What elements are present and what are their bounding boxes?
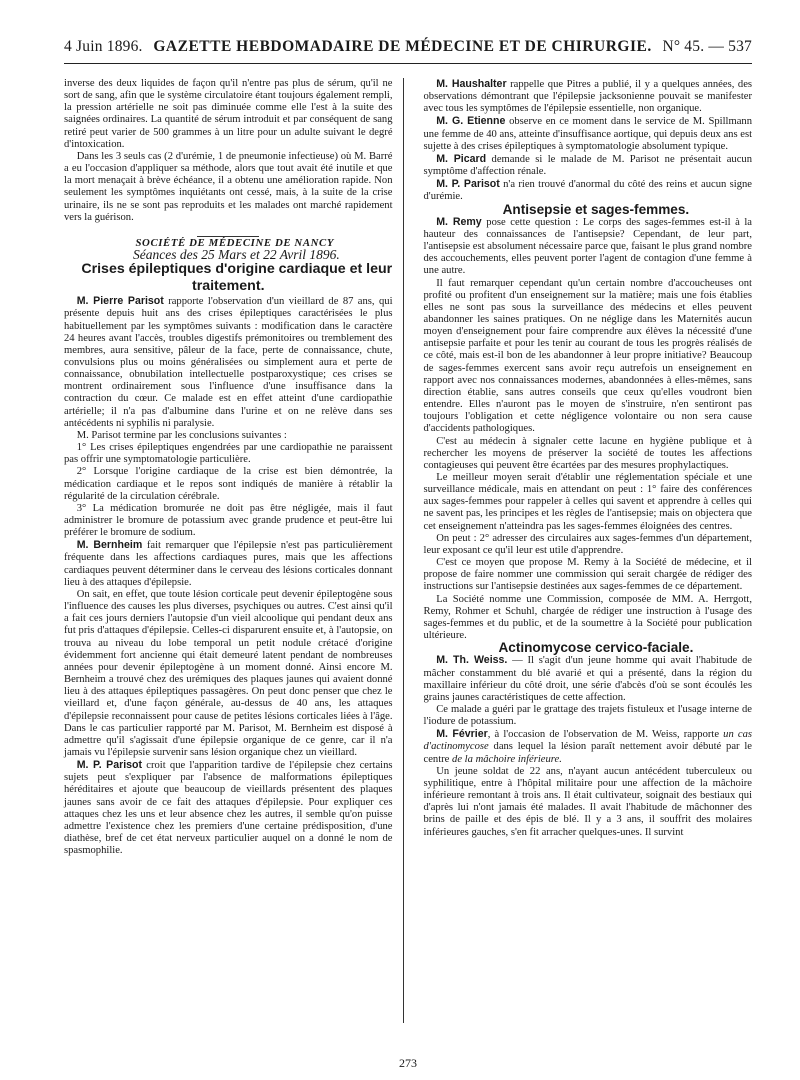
column-separator (403, 78, 404, 1023)
paragraph: On peut : 2° adresser des circulaires aux sages-femmes d'un département, leur exposant ce qu'il leur est utile d'apprendre. (423, 532, 753, 556)
paragraph: Ce malade a guéri par le grattage des trajets fistuleux et l'usage interne de l'iodure de potassium. (423, 703, 753, 728)
paragraph-text: rapporte l'observation d'un vieillard de 87 ans, qui présente depuis huit ans des crises épileptiques caractérisées le plus habituellement par les symptômes suivants : modification dans le caractère 24 heures avant l'accès, troubles digestifs prémonitoires ou tremblement des membres, aura sensitive, pâleur de la face, perte de connaissance, chute, convulsions plus ou moins généralisées ou simplement aura et perte de connaissance, obnubilation intellectuelle postparoxystique; ces crises se montrent ordinairement sous l'influence d'une insuffisance dans la contraction du cœur. Ce malade est en effet atteint d'une cardiopathie artérielle; il n'a pas d'albumine dans l'urine et on ne relève dans ses antécédents ni syphilis ni paralysie. (64, 296, 393, 429)
paragraph (424, 728, 753, 765)
session-dates: Séances des 25 Mars et 22 Avril 1896. (132, 247, 340, 263)
page-number: 273 (399, 1056, 417, 1070)
paragraph-text: pose cette question : Le corps des sages-femmes est-il à la hauteur des connaissances de l'antisepsie? Cependant, de leur part, l'antisepsie est absolument nécessaire parce que, faisant le plus grand nombre des accouchements, elles peuvent porter l'agent de contagion d'une femme à une autre. (423, 216, 753, 277)
paragraph: Dans les 3 seuls cas (2 d'urémie, 1 de pneumonie infectieuse) où M. Barré a eu l'occasion d'appliquer sa méthode, alors que tout avait été inutile et que la mort menaçait à brève échéance, il a obtenu une amélioration rapide. Non seulement les symptômes inquiétants ont cessé, mais, à la suite de la crise urinaire, ils ne se sont pas reproduits et les malades ont marché rapidement vers la guérison. (64, 150, 393, 223)
paragraph: Un jeune soldat de 22 ans, n'ayant aucun antécédent tuberculeux ou syphilitique, entre à l'hôpital militaire pour une affection de la mâchoire inférieure remontant à trois ans. Il était cultivateur, soignait des bestiaux qui d'après lui n'ont jamais été malades. Il avait l'habitude de mâchonner des brins de paille et des épis de blé. Il y a 3 ans, il souffrit des molaires inférieures gauches, s'en fit arracher quelques-unes. Il survint (423, 765, 753, 838)
paragraph: inverse des deux liquides de façon qu'il n'entre pas plus de sérum, qu'il ne sort de sang, afin que le système circulatoire étant toujours également rempli, la pression artérielle ne soit pas diminuée comme elle l'est à la suite des saignées ordinaires. La quantité de sérum introduit et par conséquent de sang retiré peut varier de 500 grammes à un litre pour un adulte suivant le degré d'intoxication. (64, 78, 393, 150)
speaker-name: M. Remy (436, 215, 482, 228)
journal-page (64, 38, 753, 1070)
conclusion-item: 1° Les crises épileptiques engendrées par une cardiopathie ne paraissent pas offrir une symptomatologie particulière. (64, 442, 393, 466)
paragraph: C'est au médecin à signaler cette lacune en hygiène publique et à rechercher les moyens de préserver la société de toutes les affections contagieuses qui peuvent être écartées par des mesures prophylactiques. (423, 435, 753, 471)
conclusion-item: 3° La médication bromurée ne doit pas être négligée, mais il faut administrer le bromure de potassium avec grande prudence et peut-être lui préférer le bromure de sodium. (64, 502, 393, 539)
header-rule (64, 63, 752, 64)
running-header (64, 38, 752, 60)
paragraph-text: croit que l'apparition tardive de l'épilepsie chez certains sujets peut s'expliquer par l'absence de malformations épileptiques héréditaires et ajoute que beaucoup de vieillards présentent des plaques jaunes sans avoir de ce fait des attaques d'épilepsie. Pour expliquer ces attaques chez les uns et leur absence chez les autres, il semble qu'on puisse admettre l'existence chez les premiers d'une certaine prédisposition, d'une diathèse, bref de cet état nerveux particulier auquel on a donné le nom de spasmophilie. (64, 760, 393, 857)
speaker-name: M. G. Etienne (436, 115, 506, 128)
paragraph: M. Parisot termine par les conclusions suivantes : (76, 429, 287, 441)
speaker-name: M. P. Parisot (76, 759, 143, 772)
paragraph (424, 654, 753, 704)
speaker-name: M. Pierre Parisot (76, 295, 164, 308)
article-title: Actinomycose cervico-faciale. (498, 640, 694, 656)
speaker-name: M. P. Parisot (436, 178, 500, 191)
paragraph (424, 115, 753, 152)
speaker-name: M. Février (436, 728, 488, 741)
paragraph (424, 216, 753, 278)
paragraph: Le meilleur moyen serait d'établir une réglementation spéciale et une surveillance médicale, mais en attendant on peut : 1° faire des conférences aux sages-femmes pour rappeler à celles qui savent et apprendre à celles qui ne savent pas, les principes et les règles de l'antisepsie; mais on objectera que cet enseignement n'atteindra pas les sages-femmes éloignées des centres. (423, 472, 753, 532)
paragraph-text: , à l'occasion de l'observation de M. Weiss, rapporte (487, 729, 724, 741)
right-column (424, 78, 753, 1023)
paragraph-text: observe en ce moment dans le service de M. Spillmann une femme de 40 ans, atteinte d'insuffisance aortique, qui depuis deux ans est sujette à des crises épileptiques à symptomatologie absolument typique. (423, 116, 753, 152)
conclusion-item: 2° Lorsque l'origine cardiaque de la crise est bien démontrée, la médication cardiaque et le repos sont indiqués de manière à rétablir la régularité de la circulation cérébrale. (64, 466, 393, 502)
left-column (64, 78, 393, 1023)
paragraph (64, 539, 393, 589)
article-title: Crises épileptiques d'origine cardiaque et leur traitement. (81, 261, 393, 295)
paragraph-text: fait remarquer que l'épilepsie n'est pas particulièrement fréquente dans les affections cardiaques pures, mais que les affections cardiaques peuvent déterminer dans le cerveau des lésions corticales donnant lieu à des attaques d'épilepsie. (64, 540, 393, 588)
paragraph-text: rappelle que Pitres a publié, il y a quelques années, des observations démontrant que l'épilepsie jacksonienne pouvait se manifester avec tous les symptômes de l'épilepsie essentielle, non organique. (423, 79, 753, 115)
header-date: 4 Juin 1896. (64, 38, 143, 55)
header-journal-title: GAZETTE HEBDOMADAIRE DE MÉDECINE ET DE CHIRURGIE. (153, 38, 652, 55)
paragraph (424, 178, 753, 203)
italic-text: de la mâchoire inférieure. (452, 753, 562, 765)
two-column-body (64, 78, 752, 1023)
italic-text: un cas d'actinomycose (423, 729, 753, 753)
paragraph: La Société nomme une Commission, composée de MM. A. Herrgott, Remy, Rohmer et Schuhl, chargée de rédiger une instruction à l'usage des sages-femmes et du public, et de la soumettre à la Société pour publication ultérieure. (423, 593, 753, 642)
paragraph-text: dans lequel la lésion paraît nettement avoir débuté par le centre (423, 741, 753, 765)
paragraph (64, 295, 393, 430)
society-heading: SOCIÉTÉ DE MÉDECINE DE NANCY (135, 236, 335, 249)
speaker-name: M. Th. Weiss. (436, 654, 508, 667)
paragraph-text: — Il s'agit d'un jeune homme qui avait l'habitude de mâcher constamment du blé avarié et qui a présenté, dans la région du maxillaire inférieur du côté droit, une série d'abcès d'où se sont écoulés les grains jaunes caractéristiques de cette affection. (423, 655, 753, 703)
speaker-name: M. Haushalter (436, 78, 507, 90)
paragraph (64, 759, 393, 857)
paragraph (424, 153, 753, 178)
speaker-name: M. Picard (436, 152, 487, 165)
header-issue-number: N° 45. — 537 (662, 38, 752, 55)
paragraph-text: demande si le malade de M. Parisot ne présentait aucun symptôme d'affection rénale. (423, 153, 752, 178)
paragraph-text: n'a rien trouvé d'anormal du côté des reins et aucun signe d'urémie. (423, 179, 753, 203)
article-title: Antisepsie et sages-femmes. (502, 201, 690, 217)
paragraph (424, 78, 753, 115)
speaker-name: M. Bernheim (76, 539, 143, 552)
paragraph: C'est ce moyen que propose M. Remy à la Société de médecine, et il propose de faire nommer une commission qui serait chargée de rédiger des instructions sur l'antisepsie destinées aux sages-femmes de ce département. (423, 557, 753, 593)
paragraph: On sait, en effet, que toute lésion corticale peut devenir épileptogène sous l'influence des causes les plus diverses, psychiques ou autres. C'est ainsi qu'il a fait ces jours derniers l'autopsie d'un vieil alcoolique qui pendant deux ans fut pris d'attaques d'épilepsie. Celles-ci disparurent ensuite et, à l'autopsie, on trouva au niveau du lobe temporal un petit nodule crétacé d'origine évidemment fort ancienne qui était demeuré latent pendant de nombreuses années pour devenir épileptogène à un moment donné. Ainsi encore M. Bernheim a trouvé chez des urémiques des plaques jaunes qui avaient donné lieu à des attaques épileptiques passagères. On peut donc penser que chez le vieillard et, d'une façon générale, au-dessus de 40 ans, les attaques d'épilepsie reconnaissent pour cause de petites lésions corticales liées à l'âge. Dans le cas particulier rapporté par M. Parisot, M. Bernheim est disposé à admettre qu'il s'agissait d'une épilepsie organique de ce genre, car il n'a jamais vu l'épilepsie survenir sans lésion organique chez un vieillard. (64, 588, 393, 758)
paragraph: Il faut remarquer cependant qu'un certain nombre d'accoucheuses ont profité ou profitent d'un enseignement sur la matière; mais une fois établies elles ne sont pas sous la surveillance des médecins et elles peuvent abandonner les saines pratiques. On ne néglige dans les Maternités aucun moyen d'enseignement pour faire comprendre aux élèves la nécessité d'une antisepsie parfaite et pour les tenir au courant de tous les progrès réalisés de ce côté, mais est-il bon de les abandonner à leur propre initiative? Beaucoup de sages-femmes exercent sans avoir reçu autrefois un enseignement en rapport avec nos connaissances modernes, abandonnées à elles-mêmes, sans direction établie, sans autres conseils que ceux qu'elles voudront bien entendre. Elles n'auront pas le moyen de s'instruire, n'en sentiront pas toujours l'obligation et cette négligence volontaire ou non sera cause d'accidents pathologiques. (423, 277, 753, 435)
